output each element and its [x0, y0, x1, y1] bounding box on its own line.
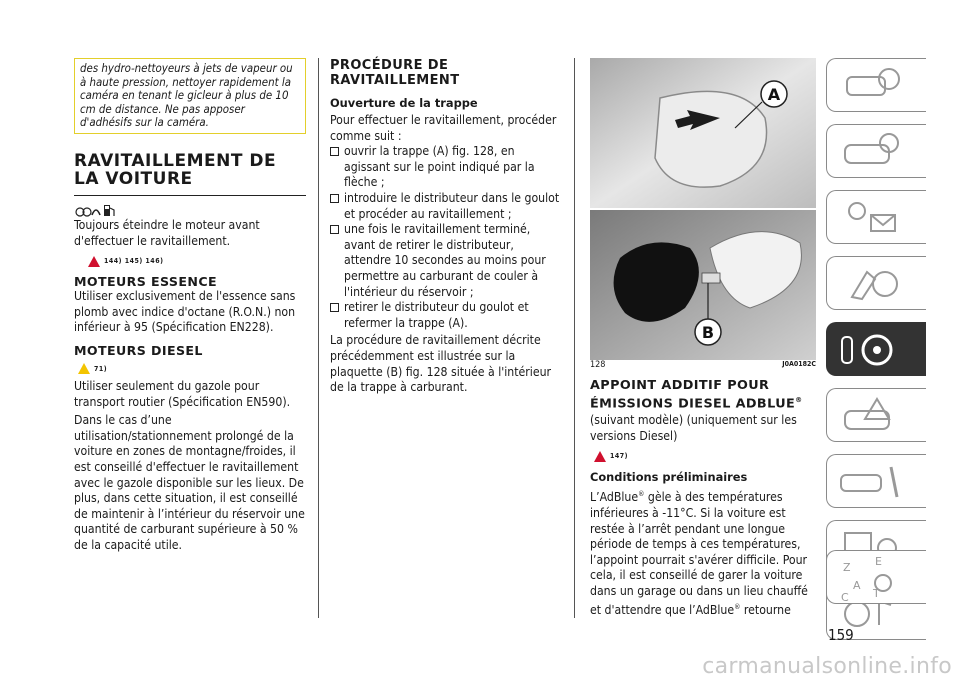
checkbox-bullet-icon: [330, 147, 339, 156]
label-a: A: [767, 85, 781, 104]
adblue-text: L’AdBlue® gèle à des températures inférieures à -11°C. Si la voiture est restée à l’arrêt pendant une longue période de temps à ces températures, l’appoint pourrait s'avérer difficile. Pour cela, il est conseillé de garer la voiture dans un garage ou dans un lieu chauffé et d'attendre que l’AdBlue® retourne: [590, 490, 808, 617]
maintenance-icon: [827, 455, 927, 509]
petrol-heading: MOTEURS ESSENCE: [74, 274, 217, 290]
svg-text:T: T: [873, 587, 880, 600]
tab-warning-lights[interactable]: [826, 190, 926, 244]
conditions-subheading: Conditions préliminaires: [590, 470, 748, 485]
middle-column: [330, 58, 562, 396]
index-icon: [827, 551, 927, 605]
adblue-subtitle: (suivant modèle) (uniquement sur les versions Diesel): [590, 413, 797, 443]
checkbox-bullet-icon: [330, 194, 339, 203]
tab-maintenance[interactable]: [826, 454, 926, 508]
checkbox-bullet-icon: [330, 225, 339, 234]
figure-caption: [590, 360, 816, 370]
column-divider: [574, 58, 575, 618]
warning-lights-icon: [827, 191, 927, 245]
procedure-closing: La procédure de ravitaillement décrite précédemment est illustrée sur la plaquette (B) fig. 128 située à l'intérieur de la trappe à carburant.: [330, 333, 552, 395]
label-b: B: [701, 323, 715, 342]
safety-icon: [827, 257, 927, 311]
camera-note: des hydro-nettoyeurs à jets de vapeur ou à haute pression, nettoyer rapidement la caméra en tenant le gicleur à plus de 10 cm de distance. Ne pas apposer d'adhésifs sur la caméra.: [74, 58, 306, 134]
tab-emergency[interactable]: [826, 388, 926, 442]
watermark: carmanualsonline.info: [702, 654, 952, 679]
diesel-text-2: Dans le cas d’une utilisation/stationnement prolongé de la voiture en zones de montagne/froides, il est conseillé d'effectuer le ravitaillement avec le gazole disponible sur les lieux. De plus, dans cette situation, il est conseillé de maintenir à l’intérieur du réservoir une quantité de carburant supérieure à 50 % de la capacité utile.: [74, 413, 305, 552]
tab-car-info[interactable]: [826, 124, 926, 178]
figure-number: 128: [590, 360, 606, 370]
warning-refs: 147): [594, 448, 816, 464]
tab-index[interactable]: [826, 550, 926, 604]
list-item: retirer le distributeur du goulot et refermer la trappe (A).: [330, 300, 562, 331]
procedure-subheading: Ouverture de la trappe: [330, 96, 478, 110]
warning-refs: 144) 145) 146): [88, 253, 306, 269]
refuel-intro: Toujours éteindre le moteur avant d'effectuer le ravitaillement.: [74, 217, 260, 248]
svg-text:E: E: [875, 555, 882, 568]
column-divider: [318, 58, 319, 618]
danger-triangle-icon: [594, 451, 606, 462]
tab-safety[interactable]: [826, 256, 926, 310]
figure-code: J0A0182C: [782, 360, 816, 368]
diesel-text-1: Utiliser seulement du gazole pour transport routier (Spécification EN590).: [74, 378, 291, 409]
list-item: une fois le ravitaillement terminé, avant de retirer le distributeur, attendre 10 secondes au moins pour permettre au carburant de couler à l'intérieur du réservoir ;: [330, 222, 562, 300]
section-heading: RAVITAILLEMENT DE LA VOITURE: [74, 152, 306, 196]
petrol-text: Utiliser exclusivement de l'essence sans plomb avec indice d'octane (R.O.N.) non inférieur à 95 (Spécification EN228).: [74, 289, 296, 335]
emergency-icon: [827, 389, 927, 443]
procedure-heading: PROCÉDURE DE RAVITAILLEMENT: [330, 58, 460, 88]
driving-icon: [827, 323, 927, 377]
procedure-text: Pour effectuer le ravitaillement, procéder comme suit :: [330, 113, 557, 143]
caution-refs: 71): [78, 361, 306, 377]
svg-text:A: A: [853, 579, 861, 592]
list-item: ouvrir la trappe (A) fig. 128, en agissant sur le point indiqué par la flèche ;: [330, 144, 562, 191]
caution-triangle-icon: [78, 363, 90, 374]
page-number: 159: [828, 626, 854, 644]
fuel-symbol-icon: [74, 202, 306, 218]
adblue-heading: APPOINT ADDITIF POUR ÉMISSIONS DIESEL ADBLUE®: [590, 378, 803, 412]
dashboard-icon: [827, 59, 927, 113]
svg-text:C: C: [841, 591, 849, 604]
tab-dashboard[interactable]: [826, 58, 926, 112]
car-info-icon: [827, 125, 927, 179]
svg-text:Z: Z: [843, 561, 851, 574]
diesel-heading: MOTEURS DIESEL: [74, 342, 203, 358]
fuel-flap-figure: [590, 58, 816, 360]
danger-triangle-icon: [88, 256, 100, 267]
checkbox-bullet-icon: [330, 303, 339, 312]
tab-driving[interactable]: [826, 322, 926, 376]
right-column: [590, 378, 816, 618]
left-column: [74, 58, 306, 553]
list-item: introduire le distributeur dans le goulot et procéder au ravitaillement ;: [330, 191, 562, 222]
